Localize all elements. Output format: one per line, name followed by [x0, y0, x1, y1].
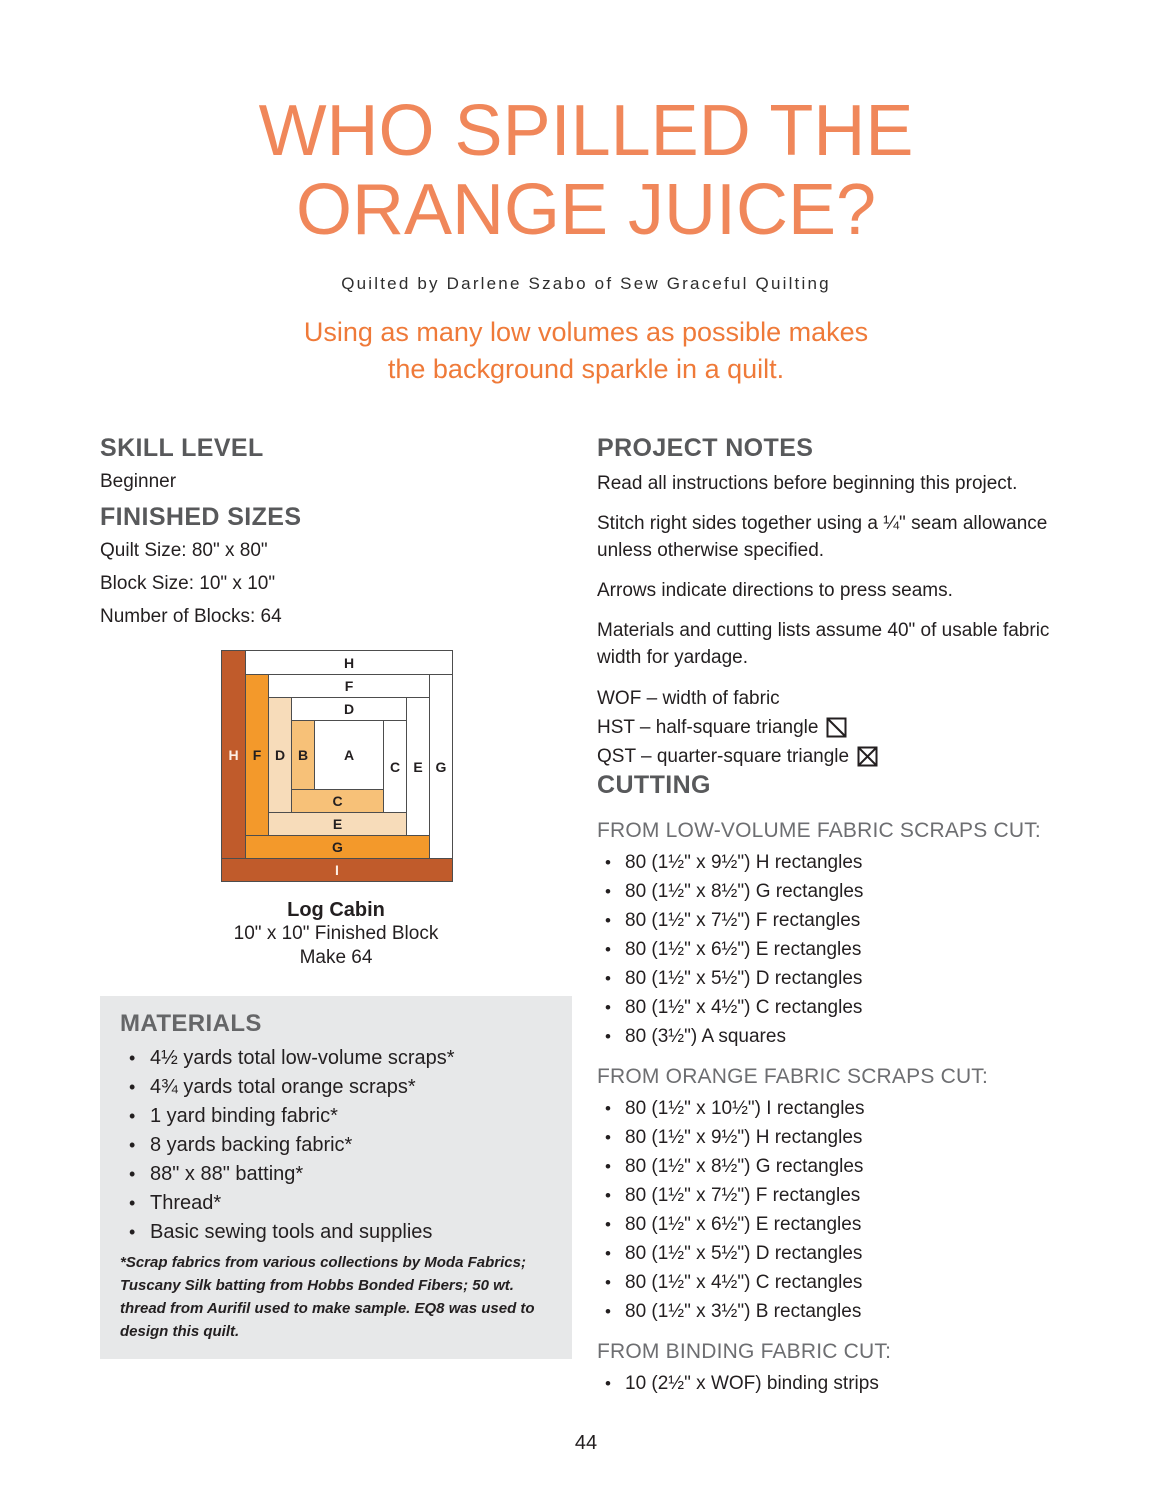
block-caption-make: Make 64 [299, 947, 373, 968]
cutting-item: • 80 (1½" x 5½") D rectangles [597, 969, 1072, 988]
quilted-by-credit: Quilted by Darlene Szabo of Sew Graceful Quilting [341, 274, 831, 293]
materials-item: • Basic sewing tools and supplies [120, 1222, 552, 1242]
abbr-qst-label: QST – quarter-square triangle [597, 746, 850, 767]
cutting-item: • 80 (1½" x 6½") E rectangles [597, 940, 1072, 959]
block-caption-title: Log Cabin [287, 899, 385, 921]
materials-box [100, 996, 572, 1359]
project-note: Read all instructions before beginning this project. [597, 473, 1018, 494]
block-piece-h-white: H [245, 651, 452, 674]
cutting-item: • 80 (1½" x 6½") E rectangles [597, 1215, 1072, 1234]
block-piece-e-peach: E [268, 812, 406, 835]
cutting-item: • 80 (1½" x 8½") G rectangles [597, 1157, 1072, 1176]
block-caption-size: 10" x 10" Finished Block [233, 923, 439, 944]
cutting-item: • 80 (1½" x 10½") I rectangles [597, 1099, 1072, 1118]
cutting-item: • 80 (1½" x 8½") G rectangles [597, 882, 1072, 901]
block-piece-a-white: A [314, 720, 383, 789]
skill-level-value: Beginner [100, 471, 177, 492]
cutting-list-low-volume [597, 853, 1072, 1046]
page-title-line1: WHO SPILLED THE [258, 91, 914, 171]
block-piece-c-white: C [383, 720, 406, 812]
cutting-list-binding [597, 1374, 1072, 1393]
abbr-qst [597, 742, 1072, 771]
block-caption [100, 898, 572, 970]
finished-sizes-heading: FINISHED SIZES [100, 503, 302, 531]
materials-heading: MATERIALS [120, 1010, 262, 1037]
abbr-wof-label: WOF – width of fabric [597, 688, 780, 709]
block-piece-f-white: F [268, 674, 429, 697]
cutting-item: • 80 (3½") A squares [597, 1027, 1072, 1046]
abbr-hst [597, 713, 1072, 742]
block-piece-b-mid-orange: B [291, 720, 314, 789]
materials-item: • 8 yards backing fabric* [120, 1135, 552, 1155]
tagline-line1: Using as many low volumes as possible makes [303, 317, 869, 347]
cutting-item: • 80 (1½" x 4½") C rectangles [597, 998, 1072, 1017]
page-header [100, 0, 1072, 388]
materials-list [120, 1048, 552, 1242]
block-piece-c-mid-orange: C [291, 789, 383, 812]
content-columns [100, 434, 1072, 1403]
cutting-subhead-binding: FROM BINDING FABRIC CUT: [597, 1340, 892, 1363]
project-note: Stitch right sides together using a ¼" seam allowance unless otherwise specified. [597, 513, 1048, 561]
materials-item: • 88" x 88" batting* [120, 1164, 552, 1184]
cutting-item: • 80 (1½" x 7½") F rectangles [597, 911, 1072, 930]
cutting-item: • 80 (1½" x 3½") B rectangles [597, 1302, 1072, 1321]
materials-footnote: *Scrap fabrics from various collections by Moda Fabrics; Tuscany Silk batting from Hobbs Bonded Fibers; 50 wt. thread from Aurifil used to make sample. EQ8 was used to design this quilt. [120, 1254, 535, 1340]
cutting-heading: CUTTING [597, 771, 711, 799]
block-piece-d-white: D [291, 697, 406, 720]
block-piece-d-peach: D [268, 697, 291, 812]
materials-item: • Thread* [120, 1193, 552, 1213]
hst-icon [826, 717, 847, 738]
materials-item: • 4¾ yards total orange scraps* [120, 1077, 552, 1097]
block-piece-g-white: G [429, 674, 452, 858]
abbr-hst-label: HST – half-square triangle [597, 717, 819, 738]
qst-icon [857, 746, 878, 767]
cutting-item: • 80 (1½" x 7½") F rectangles [597, 1186, 1072, 1205]
block-size: Block Size: 10" x 10" [100, 573, 276, 594]
project-note: Materials and cutting lists assume 40" of usable fabric width for yardage. [597, 620, 1050, 668]
page-title [100, 92, 1072, 250]
abbr-wof [597, 684, 1072, 713]
block-piece-f-orange: F [245, 674, 268, 835]
materials-item: • 4½ yards total low-volume scraps* [120, 1048, 552, 1068]
number-of-blocks: Number of Blocks: 64 [100, 606, 282, 627]
project-notes-heading: PROJECT NOTES [597, 434, 814, 462]
page-title-line2: ORANGE JUICE? [295, 170, 877, 250]
cutting-item: • 80 (1½" x 5½") D rectangles [597, 1244, 1072, 1263]
cutting-subhead-orange: FROM ORANGE FABRIC SCRAPS CUT: [597, 1065, 989, 1088]
block-piece-e-white: E [406, 697, 429, 835]
left-column [100, 434, 572, 1359]
block-piece-g-orange: G [245, 835, 429, 858]
cutting-subhead-low-volume: FROM LOW-VOLUME FABRIC SCRAPS CUT: [597, 819, 1041, 842]
quilt-size: Quilt Size: 80" x 80" [100, 540, 268, 561]
cutting-list-orange [597, 1099, 1072, 1321]
cutting-item: • 80 (1½" x 4½") C rectangles [597, 1273, 1072, 1292]
block-piece-i-rust: I [222, 858, 452, 881]
log-cabin-diagram [221, 650, 572, 882]
project-note: Arrows indicate directions to press seams. [597, 580, 953, 601]
log-cabin-block [221, 650, 453, 882]
cutting-item: • 80 (1½" x 9½") H rectangles [597, 1128, 1072, 1147]
materials-item: • 1 yard binding fabric* [120, 1106, 552, 1126]
cutting-item: • 80 (1½" x 9½") H rectangles [597, 853, 1072, 872]
block-piece-h-rust: H [222, 651, 245, 858]
cutting-item: • 10 (2½" x WOF) binding strips [597, 1374, 1072, 1393]
tagline [100, 314, 1072, 388]
page-number: 44 [574, 1432, 598, 1454]
skill-level-heading: SKILL LEVEL [100, 434, 264, 462]
right-column [597, 434, 1072, 1403]
tagline-line2: the background sparkle in a quilt. [387, 354, 785, 384]
